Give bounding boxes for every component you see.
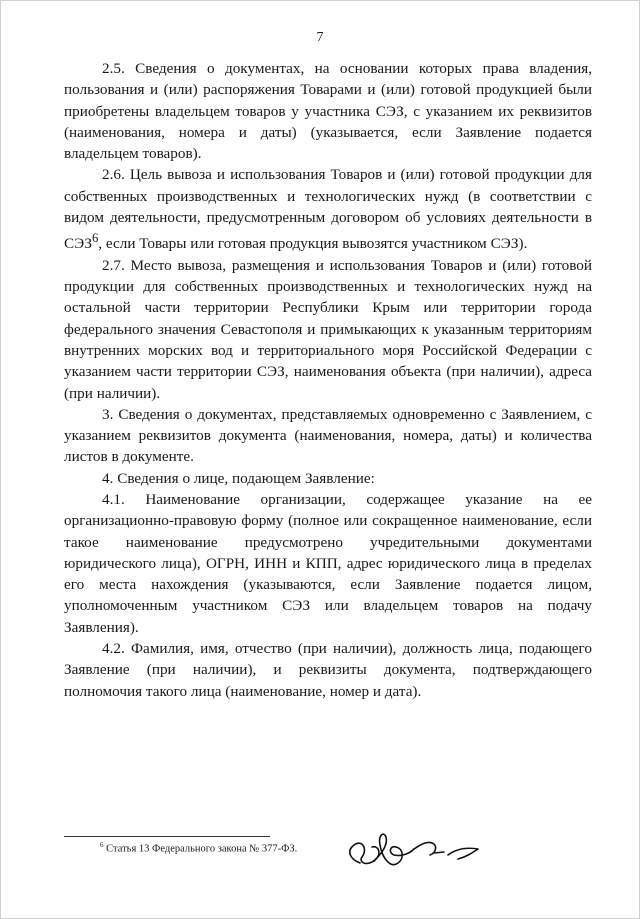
paragraph-2-7: 2.7. Место вывоза, размещения и использования Товаров и (или) готовой продукции для собственных производственных и технологических нужд на остальной части территории Республики Крым или территории города федерального значения Севастополя и примыкающих к указанным территориям внутренних морских вод и территориального моря Российской Федерации с указанием части территории СЭЗ, наименования объекта (при наличии), адреса (при наличии). (64, 256, 592, 402)
signature-icon (338, 823, 488, 883)
paragraph-2-5: 2.5. Сведения о документах, на основании которых права владения, пользования и (или) распоряжения Товарами и (или) готовой продукцией были приобретены владельцем товаров у участника СЭЗ, с указанием их реквизитов (наименования, номера и даты) (указывается, если Заявление подается владельцем товаров). (64, 60, 592, 163)
paragraph-4-2: 4.2. Фамилия, имя, отчество (при наличии), должность лица, подающего Заявление (при наличии), и реквизиты документа, подтверждающего полномочия такого лица (наименование, номер и дата). (64, 640, 592, 700)
paragraph-4-1: 4.1. Наименование организации, содержащее указание на ее организационно-правовую форму (полное или сокращенное наименование, если такое наименование предусмотрено учредительными документами юридического лица), ОГРН, ИНН и КПП, адрес юридического лица в пределах его места нахождения (указываются, если Заявление подается лицом, уполномоченным участником СЭЗ или владельцем товаров на подачу Заявления). (64, 491, 592, 636)
paragraph-3: 3. Сведения о документах, представляемых одновременно с Заявлением, с указанием реквизитов документа (наименования, номера, даты) и количества листов в документе. (64, 405, 592, 466)
paragraph-4: 4. Сведения о лице, подающем Заявление: (102, 469, 375, 487)
footnote (100, 841, 297, 855)
paragraph-2-6-tail: , если Товары или готовая продукция вывозятся участником СЭЗ). (98, 235, 528, 253)
paragraph-2-6-text: 2.6. Цель вывоза и использования Товаров и (или) готовой продукции для собственных производственных и технологических нужд (в соответствии с видом деятельности, предусмотренным договором об условиях деятельности в СЭЗ (64, 166, 592, 253)
document-body (64, 58, 592, 702)
footnote-text: Статья 13 Федерального закона № 377-ФЗ. (106, 843, 298, 855)
paragraph-2-6 (64, 164, 592, 254)
footnote-mark: 6 (100, 841, 104, 849)
footnote-reference: 6 (91, 231, 99, 246)
page-number: 7 (316, 30, 324, 45)
footnote-divider (64, 836, 270, 837)
